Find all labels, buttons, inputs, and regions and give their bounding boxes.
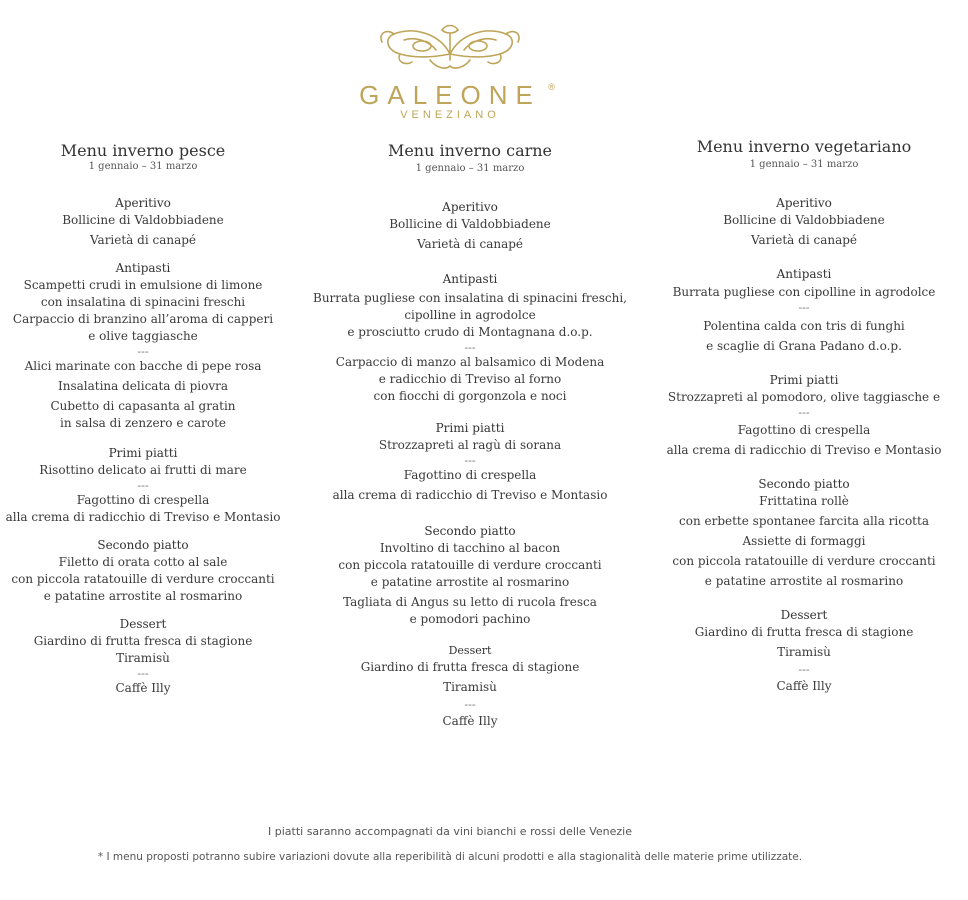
menu-item: Burrata pugliese con cipolline in agrodolce (672, 285, 936, 299)
menu-item: e prosciutto crudo di Montagnana d.o.p. (347, 325, 593, 339)
section-heading: Secondo piatto (758, 477, 850, 491)
menu-item: Giardino di frutta fresca di stagione (33, 634, 253, 648)
section-heading: Secondo piatto (97, 538, 189, 552)
menu-title: Menu inverno pesce (60, 141, 226, 160)
menu-item: Carpaccio di branzino all’aroma di capperi (12, 312, 274, 326)
menu-item: Caffè Illy (115, 681, 171, 695)
menu-dates: 1 gennaio – 31 marzo (88, 161, 198, 172)
separator: --- (798, 301, 810, 314)
footer-disclaimer: * I menu proposti potranno subire variazioni dovute alla reperibilità di alcuni prodotti e alla stagionalità delle materie prime utilizzate. (97, 851, 803, 863)
menu-item: Varietà di canapé (750, 233, 858, 247)
menu-item: Caffè Illy (776, 679, 832, 693)
brand-subtitle: VENEZIANO (400, 109, 500, 121)
menu-item: Fagottino di crespella (403, 468, 537, 482)
section-heading: Antipasti (776, 267, 832, 281)
menu-item: Varietà di canapé (416, 237, 524, 251)
menu-item: e patatine arrostite al rosmarino (43, 589, 243, 603)
section-heading: Dessert (448, 644, 492, 657)
menu-item: Cubetto di capasanta al gratin (50, 399, 236, 413)
menu-item: Tagliata di Angus su letto di rucola fresca (343, 595, 597, 609)
menu-item: Strozzapreti al ragù di sorana (378, 438, 562, 452)
menu-item: e radicchio di Treviso al forno (378, 372, 562, 386)
menu-item: e olive taggiasche (88, 329, 198, 343)
menu-item: Carpaccio di manzo al balsamico di Modena (335, 355, 605, 369)
menu-title: Menu inverno vegetariano (696, 137, 912, 156)
menu-item: Giardino di frutta fresca di stagione (694, 625, 914, 639)
menu-item: Fagottino di crespella (737, 423, 871, 437)
mask-logo-icon (370, 20, 530, 76)
menu-item: con piccola ratatouille di verdure croccanti (338, 558, 602, 572)
section-heading: Primi piatti (435, 421, 505, 435)
menu-item: e pomodori pachino (409, 612, 531, 626)
menu-item: Varietà di canapé (89, 233, 197, 247)
section-heading: Aperitivo (115, 196, 171, 210)
menu-item: Bollicine di Valdobbiadene (389, 217, 551, 231)
menu-item: Caffè Illy (442, 714, 498, 728)
section-heading: Aperitivo (442, 200, 498, 214)
menu-item: Strozzapreti al pomodoro, olive taggiasche e (667, 390, 941, 404)
menu-item: e scaglie di Grana Padano d.o.p. (706, 339, 902, 353)
menu-item: con piccola ratatouille di verdure croccanti (11, 572, 275, 586)
menu-item: con piccola ratatouille di verdure croccanti (672, 554, 936, 568)
menu-item: Frittatina rollè (759, 494, 849, 508)
menu-item: Tiramisù (443, 680, 497, 694)
section-heading: Dessert (119, 617, 167, 631)
separator: --- (464, 698, 476, 711)
separator: --- (464, 454, 476, 467)
menu-item: Involtino di tacchino al bacon (379, 541, 561, 555)
menu-item: Tiramisù (116, 651, 170, 665)
menu-item: Risottino delicato ai frutti di mare (39, 463, 247, 477)
menu-item: Bollicine di Valdobbiadene (723, 213, 885, 227)
section-heading: Aperitivo (776, 196, 832, 210)
menu-item: con fiocchi di gorgonzola e noci (373, 389, 567, 403)
menu-title: Menu inverno carne (387, 141, 553, 160)
menu-item: Polentina calda con tris di funghi (703, 319, 905, 333)
section-heading: Antipasti (442, 272, 498, 286)
section-heading: Primi piatti (108, 446, 178, 460)
menu-item: Assiette di formaggi (742, 534, 866, 548)
separator: --- (798, 663, 810, 676)
menu-dates: 1 gennaio – 31 marzo (749, 159, 859, 170)
menu-column-vegetariano (640, 137, 968, 695)
separator: --- (798, 406, 810, 419)
menu-item: Filetto di orata cotto al sale (58, 555, 228, 569)
menu-item: Tiramisù (777, 645, 831, 659)
section-heading: Dessert (780, 608, 828, 622)
menu-item: Alici marinate con bacche di pepe rosa (24, 359, 262, 373)
menu-item: alla crema di radicchio di Treviso e Montasio (332, 488, 608, 502)
menu-item: Bollicine di Valdobbiadene (62, 213, 224, 227)
menu-item: alla crema di radicchio di Treviso e Montasio (666, 443, 942, 457)
menu-item: in salsa di zenzero e carote (59, 416, 227, 430)
section-heading: Primi piatti (769, 373, 839, 387)
section-heading: Secondo piatto (424, 524, 516, 538)
menu-item: con insalatina di spinacini freschi (40, 295, 246, 309)
footer-note: I piatti saranno accompagnati da vini bianchi e rossi delle Venezie (268, 825, 632, 838)
menu-column-carne (310, 141, 630, 730)
menu-item: con erbette spontanee farcita alla ricotta (679, 514, 929, 528)
brand-name: GALEONE ® (359, 80, 555, 110)
menu-item: Scampetti crudi in emulsione di limone (23, 278, 263, 292)
menu-dates: 1 gennaio – 31 marzo (415, 163, 525, 174)
menu-item: e patatine arrostite al rosmarino (370, 575, 570, 589)
menu-item: Burrata pugliese con insalatina di spinacini freschi, (313, 291, 627, 305)
menu-item: alla crema di radicchio di Treviso e Montasio (5, 510, 281, 524)
section-heading: Antipasti (115, 261, 171, 275)
menu-column-pesce (0, 141, 286, 697)
separator: --- (137, 345, 149, 358)
separator: --- (464, 341, 476, 354)
menu-item: e patatine arrostite al rosmarino (704, 574, 904, 588)
menu-column-clip (640, 0, 942, 900)
menu-item: Giardino di frutta fresca di stagione (360, 660, 580, 674)
separator: --- (137, 667, 149, 680)
separator: --- (137, 479, 149, 492)
registered-mark: ® (548, 82, 555, 92)
menu-item: Insalatina delicata di piovra (57, 379, 228, 393)
menu-item: cipolline in agrodolce (404, 308, 536, 322)
menu-item: Fagottino di crespella (76, 493, 210, 507)
